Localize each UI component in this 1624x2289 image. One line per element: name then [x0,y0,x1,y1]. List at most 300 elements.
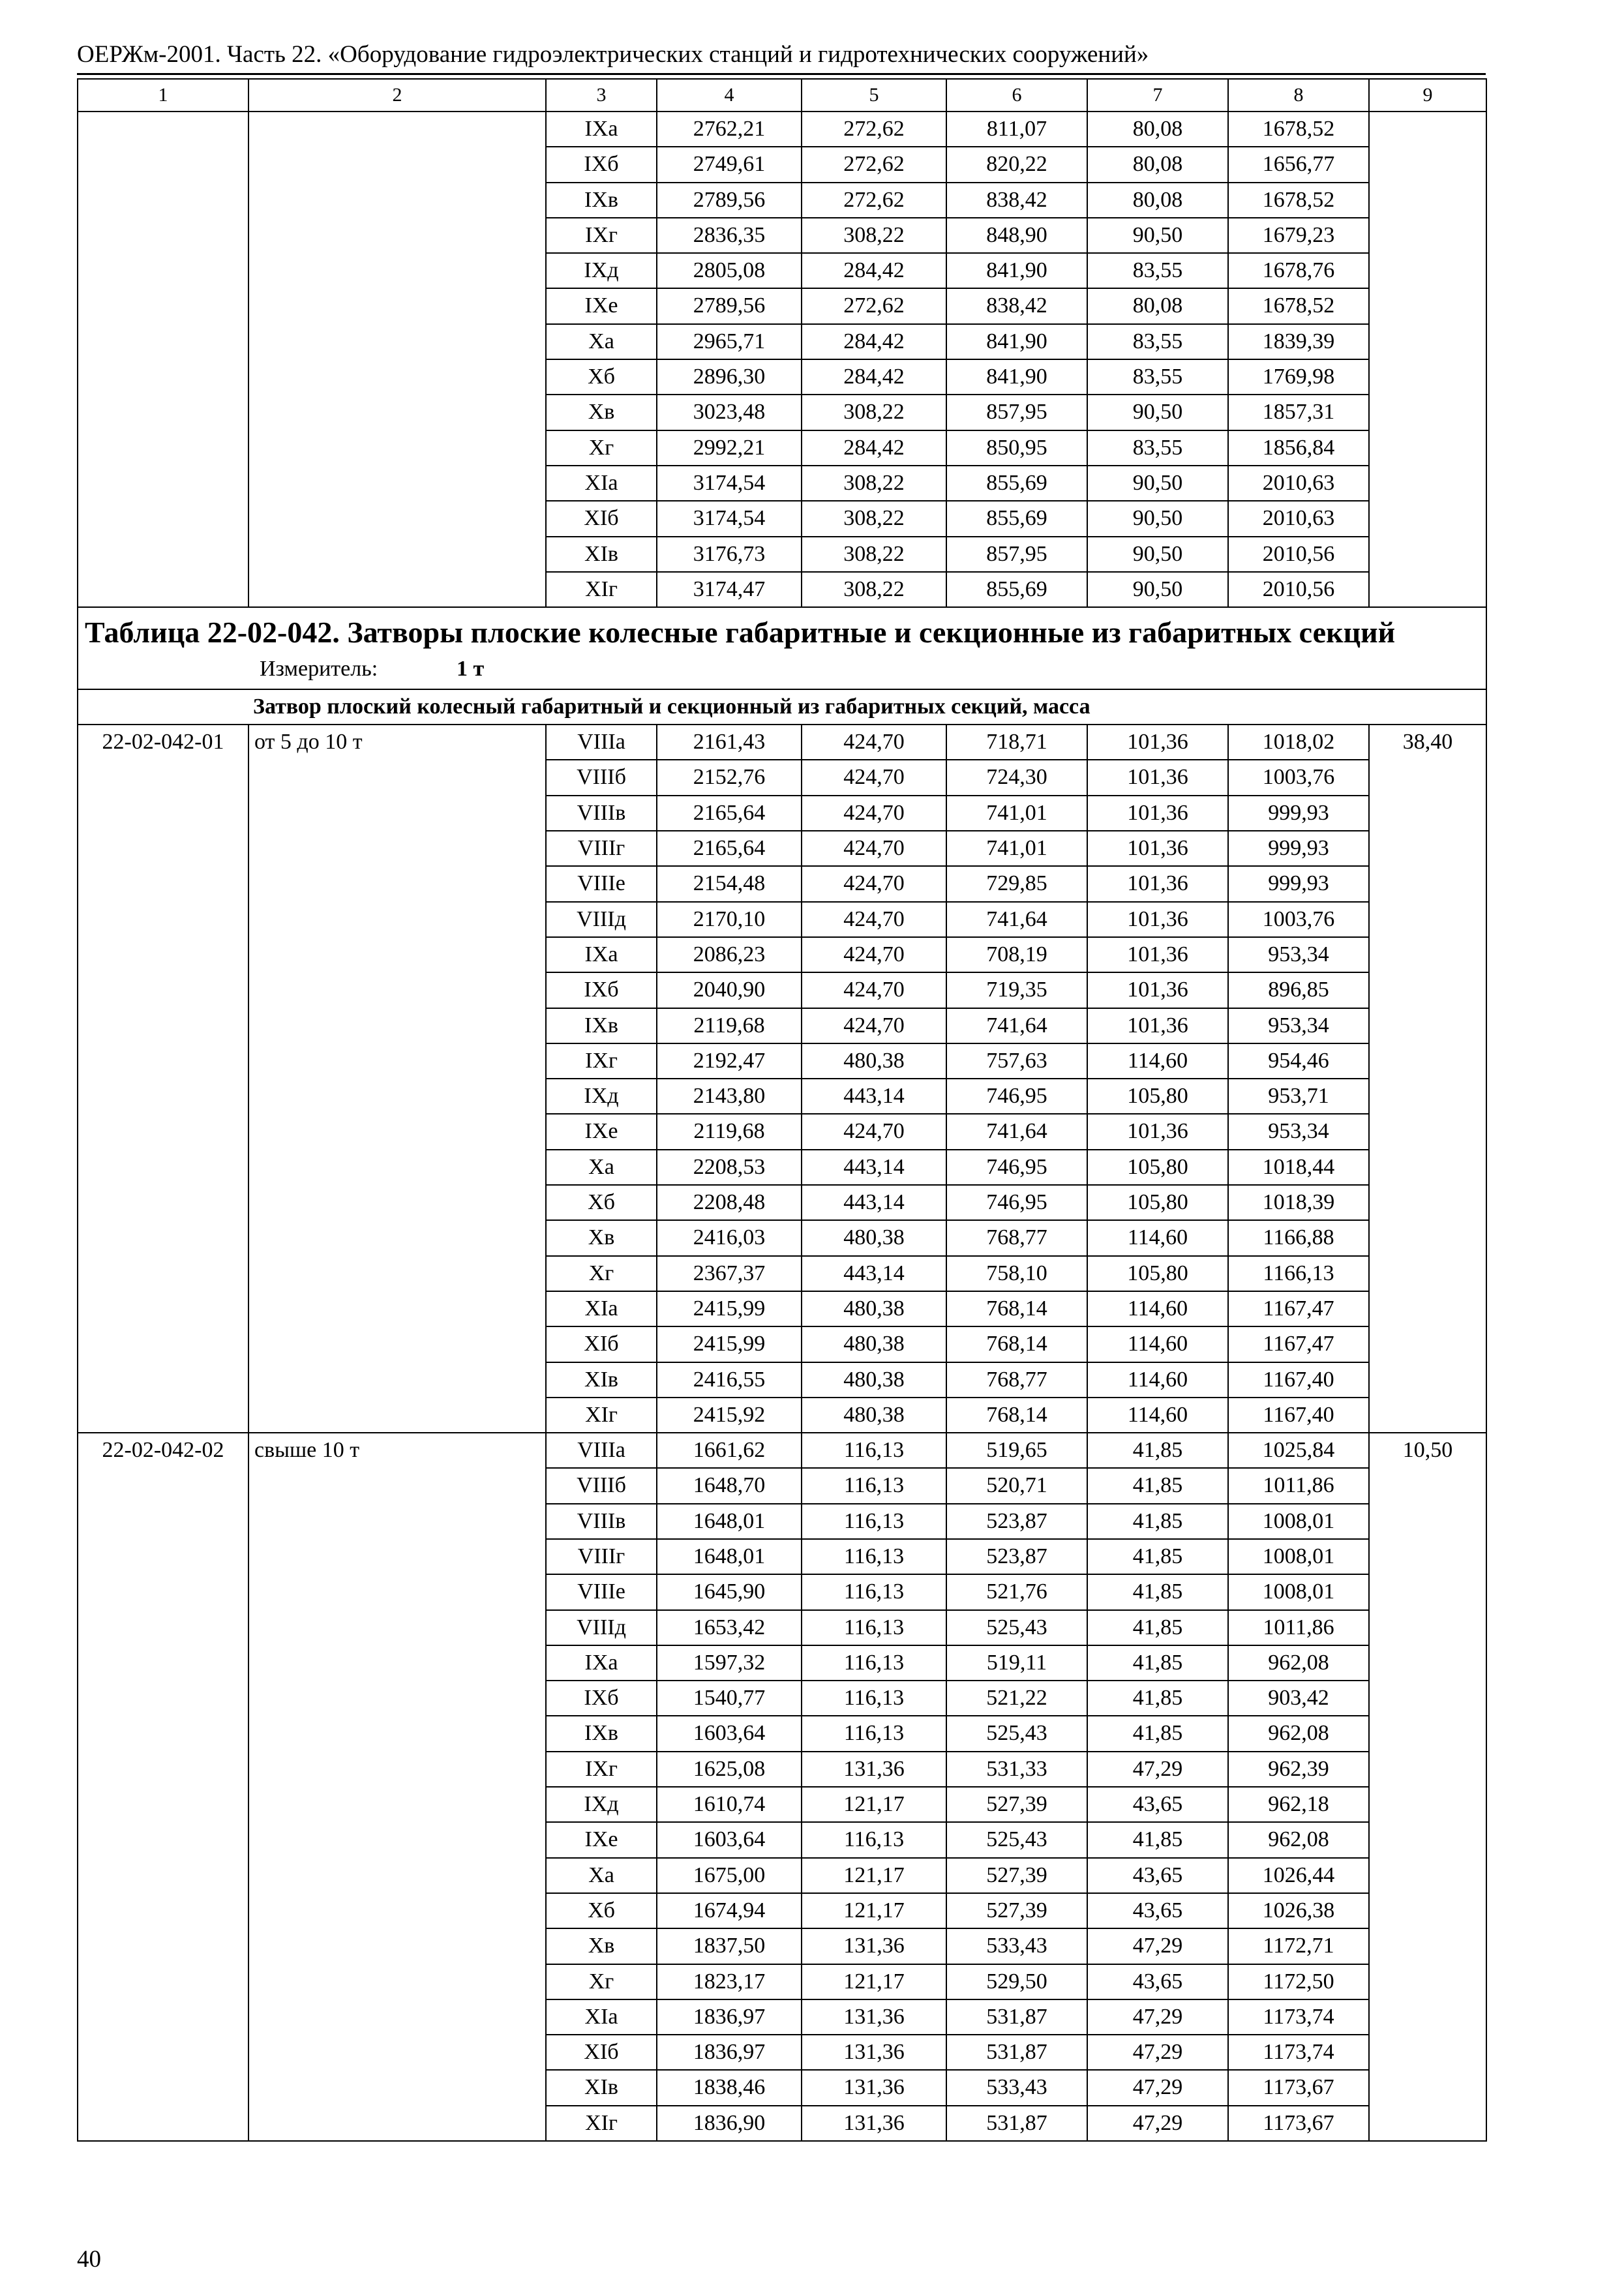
table-row [78,1645,1486,1681]
table-caption-cell [78,607,1486,689]
machinist-wages-cell: 41,85 [1087,1681,1228,1716]
table-row [78,466,1486,501]
wages-cell: 443,14 [802,1079,946,1114]
machines-cell: 527,39 [946,1787,1087,1822]
unit-label: Измеритель: [260,657,378,681]
code-cell: 22-02-042-02 [78,1433,248,1468]
total-cost-cell: 1837,50 [657,1928,802,1964]
code-cell [78,866,248,901]
machines-cell: 855,69 [946,572,1087,607]
table-row [78,1220,1486,1255]
materials-cell: 1003,76 [1228,760,1369,795]
labor-cell [1369,537,1486,572]
code-cell [78,1858,248,1893]
total-cost-cell: 2143,80 [657,1079,802,1114]
machines-cell: 857,95 [946,537,1087,572]
description-cell [248,537,546,572]
labor-cell [1369,1928,1486,1964]
table-row [78,1928,1486,1964]
table-row [78,1504,1486,1539]
wages-cell: 424,70 [802,866,946,901]
table-row [78,1043,1486,1079]
description-cell [248,1256,546,1291]
description-cell [248,2106,546,2141]
description-cell [248,253,546,288]
machinist-wages-cell: 80,08 [1087,147,1228,182]
wages-cell: 272,62 [802,183,946,218]
machinist-wages-cell: 47,29 [1087,1752,1228,1787]
description-cell [248,2035,546,2070]
materials-cell: 2010,56 [1228,572,1369,607]
code-cell [78,1574,248,1609]
description-cell [248,1858,546,1893]
total-cost-cell: 3023,48 [657,395,802,430]
code-cell [78,253,248,288]
table-row [78,1893,1486,1928]
total-cost-cell: 2192,47 [657,1043,802,1079]
code-cell [78,937,248,972]
labor-cell [1369,2106,1486,2141]
zone-cell: Xг [546,1256,657,1291]
total-cost-cell: 2040,90 [657,972,802,1008]
table-row [78,2035,1486,2070]
description-cell [248,183,546,218]
machines-cell: 741,64 [946,1008,1087,1043]
total-cost-cell: 2416,03 [657,1220,802,1255]
machines-cell: 519,11 [946,1645,1087,1681]
machinist-wages-cell: 41,85 [1087,1574,1228,1609]
materials-cell: 962,08 [1228,1645,1369,1681]
code-cell [78,1326,248,1362]
wages-cell: 131,36 [802,2035,946,2070]
wages-cell: 443,14 [802,1256,946,1291]
machinist-wages-cell: 83,55 [1087,253,1228,288]
code-cell [78,2035,248,2070]
machinist-wages-cell: 90,50 [1087,537,1228,572]
wages-cell: 121,17 [802,1858,946,1893]
total-cost-cell: 2165,64 [657,796,802,831]
code-cell [78,1539,248,1574]
description-cell [248,1398,546,1433]
machines-cell: 741,64 [946,1114,1087,1149]
code-cell [78,2070,248,2105]
code-cell [78,1256,248,1291]
zone-cell: XIа [546,1291,657,1326]
column-number: 1 [78,79,248,112]
table-row [78,501,1486,536]
table-row [78,147,1486,182]
table-row [78,1079,1486,1114]
total-cost-cell: 2208,48 [657,1185,802,1220]
materials-cell: 1656,77 [1228,147,1369,182]
code-cell [78,1150,248,1185]
machines-cell: 757,63 [946,1043,1087,1079]
labor-cell [1369,1822,1486,1857]
machines-cell: 521,76 [946,1574,1087,1609]
wages-cell: 308,22 [802,537,946,572]
zone-cell: VIIIа [546,725,657,760]
machines-cell: 758,10 [946,1256,1087,1291]
labor-cell [1369,866,1486,901]
total-cost-cell: 2154,48 [657,866,802,901]
labor-cell [1369,796,1486,831]
code-cell [78,1504,248,1539]
machinist-wages-cell: 101,36 [1087,1114,1228,1149]
materials-cell: 1018,44 [1228,1150,1369,1185]
wages-cell: 116,13 [802,1574,946,1609]
column-number-row [78,79,1486,112]
total-cost-cell: 2415,99 [657,1326,802,1362]
zone-cell: IXг [546,218,657,253]
description-cell [248,1362,546,1398]
machines-cell: 525,43 [946,1822,1087,1857]
code-cell [78,1928,248,1964]
wages-cell: 424,70 [802,725,946,760]
table-row [78,430,1486,466]
machinist-wages-cell: 114,60 [1087,1362,1228,1398]
total-cost-cell: 3174,54 [657,466,802,501]
materials-cell: 1025,84 [1228,1433,1369,1468]
wages-cell: 424,70 [802,1008,946,1043]
machinist-wages-cell: 114,60 [1087,1220,1228,1255]
materials-cell: 1026,44 [1228,1858,1369,1893]
total-cost-cell: 3174,47 [657,572,802,607]
zone-cell: IXд [546,1079,657,1114]
description-cell [248,1043,546,1079]
code-cell [78,1752,248,1787]
total-cost-cell: 1838,46 [657,2070,802,2105]
wages-cell: 116,13 [802,1681,946,1716]
zone-cell: VIIIб [546,760,657,795]
machines-cell: 529,50 [946,1964,1087,1999]
materials-cell: 953,71 [1228,1079,1369,1114]
wages-cell: 443,14 [802,1185,946,1220]
code-cell [78,1893,248,1928]
zone-cell: IXа [546,937,657,972]
table-row [78,324,1486,359]
total-cost-cell: 1597,32 [657,1645,802,1681]
zone-cell: VIIIе [546,1574,657,1609]
machines-cell: 841,90 [946,253,1087,288]
zone-cell: VIIIа [546,1433,657,1468]
labor-cell [1369,1645,1486,1681]
description-cell [248,288,546,323]
description-cell [248,1079,546,1114]
machines-cell: 841,90 [946,359,1087,395]
wages-cell: 308,22 [802,466,946,501]
table-row [78,2070,1486,2105]
wages-cell: 443,14 [802,1150,946,1185]
materials-cell: 1003,76 [1228,902,1369,937]
machines-cell: 527,39 [946,1893,1087,1928]
zone-cell: Xг [546,430,657,466]
zone-cell: VIIIб [546,1468,657,1503]
zone-cell: Xв [546,1928,657,1964]
wages-cell: 424,70 [802,972,946,1008]
table-row [78,1326,1486,1362]
description-cell [248,1114,546,1149]
table-row [78,866,1486,901]
labor-cell [1369,253,1486,288]
materials-cell: 1166,88 [1228,1220,1369,1255]
description-cell [248,466,546,501]
materials-cell: 1173,67 [1228,2070,1369,2105]
table-row [78,1185,1486,1220]
machinist-wages-cell: 101,36 [1087,902,1228,937]
column-number: 9 [1369,79,1486,112]
materials-cell: 1011,86 [1228,1610,1369,1645]
description-cell [248,1716,546,1751]
machinist-wages-cell: 43,65 [1087,1964,1228,1999]
machines-cell: 855,69 [946,466,1087,501]
zone-cell: IXв [546,1008,657,1043]
materials-cell: 1008,01 [1228,1574,1369,1609]
subheader-row [78,689,1486,725]
code-cell [78,1220,248,1255]
description-cell [248,1185,546,1220]
zone-cell: VIIIв [546,796,657,831]
code-cell [78,218,248,253]
table-row [78,1468,1486,1503]
zone-cell: IXб [546,1681,657,1716]
code-cell [78,466,248,501]
materials-cell: 1167,40 [1228,1398,1369,1433]
labor-cell [1369,1256,1486,1291]
machinist-wages-cell: 43,65 [1087,1893,1228,1928]
column-number: 6 [946,79,1087,112]
code-cell [78,760,248,795]
total-cost-cell: 2415,99 [657,1291,802,1326]
machinist-wages-cell: 105,80 [1087,1185,1228,1220]
code-cell [78,831,248,866]
wages-cell: 131,36 [802,1928,946,1964]
zone-cell: IXд [546,1787,657,1822]
unit-value: 1 т [457,657,485,681]
description-cell [248,572,546,607]
description-cell [248,1928,546,1964]
machinist-wages-cell: 47,29 [1087,2106,1228,2141]
wages-cell: 480,38 [802,1220,946,1255]
total-cost-cell: 1836,97 [657,2035,802,2070]
code-cell [78,288,248,323]
materials-cell: 1173,74 [1228,1999,1369,2035]
zone-cell: XIа [546,1999,657,2035]
machinist-wages-cell: 101,36 [1087,972,1228,1008]
machinist-wages-cell: 114,60 [1087,1326,1228,1362]
wages-cell: 424,70 [802,937,946,972]
machines-cell: 531,87 [946,2035,1087,2070]
machines-cell: 768,14 [946,1398,1087,1433]
materials-cell: 954,46 [1228,1043,1369,1079]
zone-cell: XIв [546,537,657,572]
caption-row [78,607,1486,689]
labor-cell [1369,1150,1486,1185]
machines-cell: 741,01 [946,831,1087,866]
table-row [78,1574,1486,1609]
wages-cell: 116,13 [802,1433,946,1468]
machinist-wages-cell: 90,50 [1087,395,1228,430]
zone-cell: VIIIг [546,1539,657,1574]
column-number: 7 [1087,79,1228,112]
wages-cell: 272,62 [802,288,946,323]
machines-cell: 533,43 [946,2070,1087,2105]
description-cell [248,501,546,536]
description-cell [248,1752,546,1787]
machinist-wages-cell: 41,85 [1087,1468,1228,1503]
wages-cell: 424,70 [802,831,946,866]
description-cell: свыше 10 т [248,1433,546,1468]
wages-cell: 284,42 [802,359,946,395]
machines-cell: 523,87 [946,1539,1087,1574]
description-cell [248,796,546,831]
machines-cell: 855,69 [946,501,1087,536]
zone-cell: Xа [546,324,657,359]
wages-cell: 284,42 [802,430,946,466]
zone-cell: Xб [546,359,657,395]
wages-cell: 480,38 [802,1291,946,1326]
code-cell [78,1468,248,1503]
materials-cell: 1679,23 [1228,218,1369,253]
machinist-wages-cell: 41,85 [1087,1504,1228,1539]
code-cell [78,395,248,430]
labor-cell [1369,1574,1486,1609]
code-cell [78,1787,248,1822]
wages-cell: 480,38 [802,1398,946,1433]
table-row [78,760,1486,795]
materials-cell: 999,93 [1228,796,1369,831]
materials-cell: 903,42 [1228,1681,1369,1716]
total-cost-cell: 1675,00 [657,1858,802,1893]
zone-cell: XIв [546,2070,657,2105]
unit-line [85,653,1479,685]
machines-cell: 531,33 [946,1752,1087,1787]
machines-cell: 746,95 [946,1185,1087,1220]
machines-cell: 521,22 [946,1681,1087,1716]
description-cell [248,760,546,795]
description-cell [248,147,546,182]
table-row [78,1681,1486,1716]
table-row [78,1822,1486,1857]
total-cost-cell: 1653,42 [657,1610,802,1645]
labor-cell [1369,112,1486,147]
code-cell [78,572,248,607]
machines-cell: 531,87 [946,1999,1087,2035]
description-cell [248,112,546,147]
machinist-wages-cell: 114,60 [1087,1398,1228,1433]
table-row [78,1150,1486,1185]
machines-cell: 741,64 [946,902,1087,937]
total-cost-cell: 1648,70 [657,1468,802,1503]
table-row [78,253,1486,288]
machinist-wages-cell: 114,60 [1087,1043,1228,1079]
machinist-wages-cell: 105,80 [1087,1256,1228,1291]
code-cell [78,796,248,831]
code-cell [78,1362,248,1398]
machines-cell: 768,77 [946,1362,1087,1398]
labor-cell [1369,1008,1486,1043]
zone-cell: IXг [546,1043,657,1079]
code-cell [78,1043,248,1079]
machines-cell: 857,95 [946,395,1087,430]
table-row [78,972,1486,1008]
machinist-wages-cell: 101,36 [1087,831,1228,866]
code-cell [78,1645,248,1681]
wages-cell: 284,42 [802,253,946,288]
zone-cell: IXе [546,1822,657,1857]
labor-cell [1369,430,1486,466]
zone-cell: XIб [546,501,657,536]
total-cost-cell: 3176,73 [657,537,802,572]
table-row [78,572,1486,607]
code-cell [78,1999,248,2035]
total-cost-cell: 1648,01 [657,1504,802,1539]
total-cost-cell: 2749,61 [657,147,802,182]
materials-cell: 962,08 [1228,1822,1369,1857]
zone-cell: Xг [546,1964,657,1999]
labor-cell [1369,1539,1486,1574]
description-cell: от 5 до 10 т [248,725,546,760]
zone-cell: Xа [546,1150,657,1185]
machines-cell: 729,85 [946,866,1087,901]
code-cell [78,902,248,937]
total-cost-cell: 1645,90 [657,1574,802,1609]
materials-cell: 2010,63 [1228,501,1369,536]
table-row [78,1787,1486,1822]
table-row [78,902,1486,937]
rates-table [77,78,1487,2142]
zone-cell: VIIIд [546,902,657,937]
machinist-wages-cell: 90,50 [1087,572,1228,607]
description-cell [248,359,546,395]
materials-cell: 1856,84 [1228,430,1369,466]
labor-cell [1369,972,1486,1008]
table-row [78,1398,1486,1433]
table-row [78,112,1486,147]
machinist-wages-cell: 43,65 [1087,1858,1228,1893]
materials-cell: 1008,01 [1228,1539,1369,1574]
zone-cell: Xб [546,1893,657,1928]
table-row [78,1291,1486,1326]
materials-cell: 953,34 [1228,1114,1369,1149]
description-cell [248,1504,546,1539]
labor-cell [1369,902,1486,937]
labor-cell [1369,831,1486,866]
machines-cell: 525,43 [946,1610,1087,1645]
column-number: 2 [248,79,546,112]
machinist-wages-cell: 80,08 [1087,183,1228,218]
materials-cell: 1008,01 [1228,1504,1369,1539]
page-number: 40 [77,2246,101,2273]
code-cell [78,2106,248,2141]
code-cell [78,1185,248,1220]
total-cost-cell: 2805,08 [657,253,802,288]
labor-cell [1369,1858,1486,1893]
labor-cell [1369,183,1486,218]
zone-cell: IXг [546,1752,657,1787]
code-cell [78,1716,248,1751]
machinist-wages-cell: 101,36 [1087,866,1228,901]
table-row [78,937,1486,972]
description-cell [248,1150,546,1185]
labor-cell [1369,1610,1486,1645]
machines-cell: 525,43 [946,1716,1087,1751]
materials-cell: 1172,50 [1228,1964,1369,1999]
machinist-wages-cell: 41,85 [1087,1822,1228,1857]
wages-cell: 131,36 [802,2106,946,2141]
machinist-wages-cell: 41,85 [1087,1433,1228,1468]
table-row [78,218,1486,253]
code-cell: 22-02-042-01 [78,725,248,760]
